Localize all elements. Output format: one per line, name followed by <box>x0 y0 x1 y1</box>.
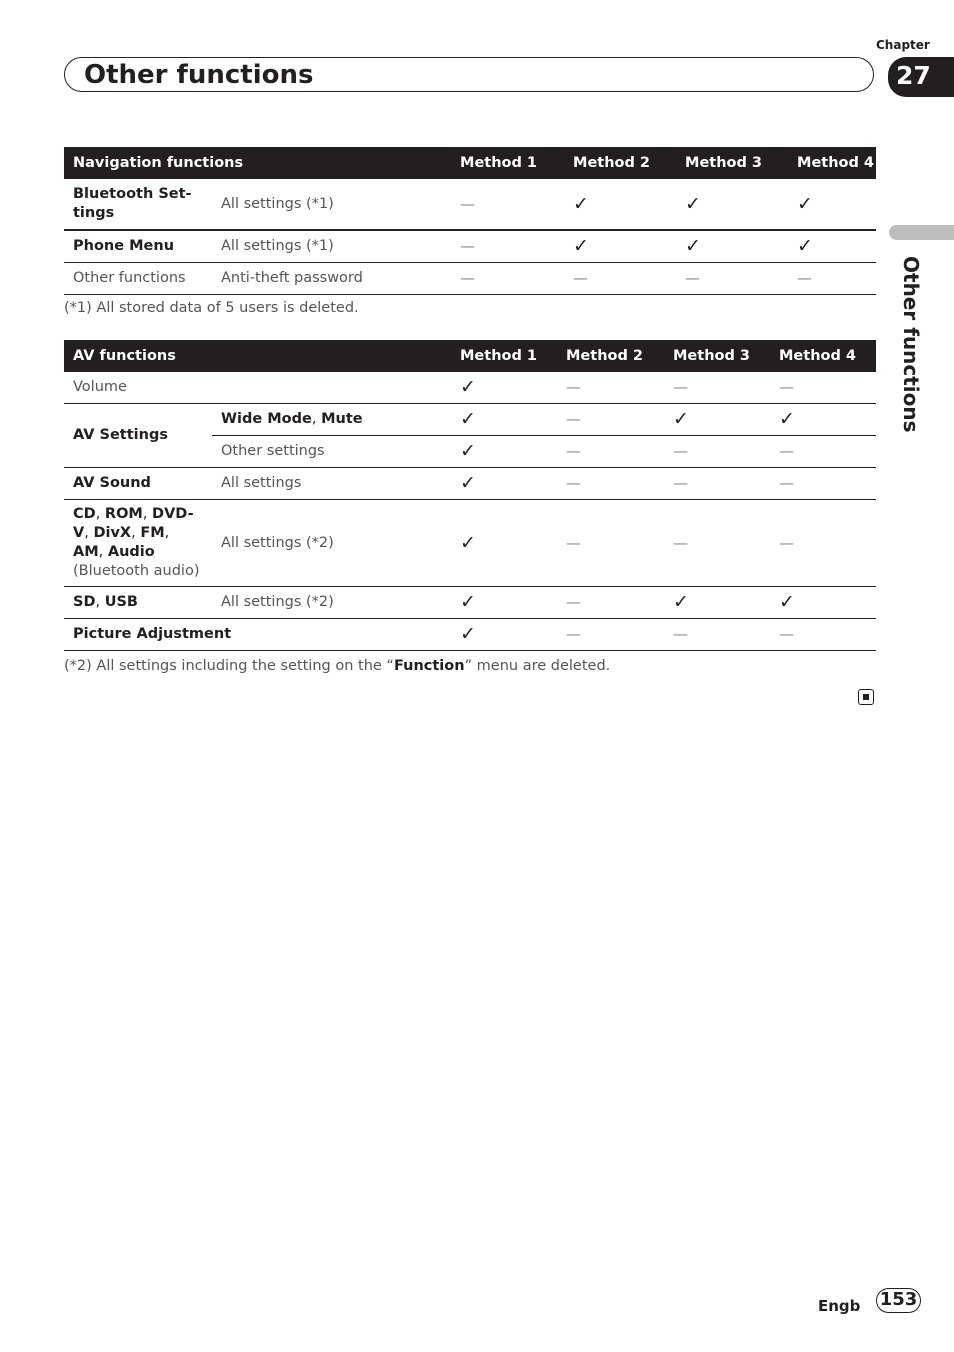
source-am: AM <box>73 544 99 560</box>
table-row <box>64 619 876 651</box>
separator: , <box>142 506 153 522</box>
separator: , <box>95 506 105 522</box>
source-fm: FM <box>140 525 165 541</box>
method-cell: ✓ <box>797 192 813 215</box>
column-header: Method 2 <box>557 340 664 372</box>
table-header-row <box>64 147 876 179</box>
method-cell: ✓ <box>770 404 876 436</box>
method-cell: ✓ <box>664 404 770 436</box>
column-header: AV functions <box>64 340 451 372</box>
method-cell: — <box>664 436 770 468</box>
mute-label: Mute <box>321 411 363 427</box>
method-cell: — <box>564 263 676 295</box>
function-name: AV Settings <box>64 404 212 468</box>
method-cell: — <box>451 230 564 263</box>
method-cell: — <box>557 404 664 436</box>
method-cell: — <box>557 500 664 587</box>
method-cell: — <box>770 500 876 587</box>
method-cell: — <box>770 619 876 651</box>
function-name: Bluetooth Set-tings <box>73 186 192 221</box>
method-cell: ✓ <box>451 436 557 468</box>
method-cell: — <box>676 263 788 295</box>
section-end-icon <box>858 689 874 705</box>
separator: , <box>98 544 108 560</box>
setting-name: All settings (*2) <box>212 587 451 619</box>
table-header-row <box>64 340 876 372</box>
page-title: Other functions <box>84 60 314 90</box>
method-cell: — <box>673 378 688 396</box>
setting-name <box>212 404 451 436</box>
setting-name: Other settings <box>212 436 451 468</box>
table-row <box>64 179 876 230</box>
setting-name: All settings <box>212 468 451 500</box>
function-name: Volume <box>73 379 127 395</box>
method-cell: — <box>451 263 564 295</box>
source-cd: CD <box>73 506 96 522</box>
table-row <box>64 468 876 500</box>
function-name: Phone Menu <box>64 230 212 263</box>
method-cell: — <box>664 619 770 651</box>
source-dvd-v: DVD-V <box>73 506 194 541</box>
column-header: Method 3 <box>664 340 770 372</box>
method-cell: ✓ <box>451 619 557 651</box>
method-cell: ✓ <box>564 230 676 263</box>
method-cell: ✓ <box>573 192 589 215</box>
method-cell: — <box>557 468 664 500</box>
method-cell: ✓ <box>451 404 557 436</box>
method-cell: — <box>557 619 664 651</box>
method-cell: ✓ <box>788 230 876 263</box>
table-row <box>64 587 876 619</box>
separator: , <box>311 411 322 427</box>
column-header: Method 4 <box>770 340 876 372</box>
separator: , <box>131 525 141 541</box>
side-section-label: Other functions <box>899 256 923 433</box>
method-cell: ✓ <box>664 587 770 619</box>
column-header: Method 2 <box>564 147 676 179</box>
method-cell: — <box>460 194 476 213</box>
source-audio: Audio <box>107 544 155 560</box>
column-header: Method 4 <box>788 147 876 179</box>
separator: , <box>84 525 94 541</box>
method-cell: — <box>788 263 876 295</box>
setting-name: All settings (*1) <box>212 230 451 263</box>
footnote-2-text: (*2) All settings including the setting on the “ <box>64 658 394 674</box>
method-cell: ✓ <box>770 587 876 619</box>
method-cell: — <box>664 500 770 587</box>
setting-name: Anti-theft password <box>212 263 451 295</box>
footnote-2 <box>64 658 610 674</box>
column-header: Navigation functions <box>64 147 451 179</box>
function-name: Picture Adjustment <box>64 619 451 651</box>
method-cell: — <box>557 587 664 619</box>
av-functions-table <box>64 340 876 651</box>
separator: , <box>164 525 170 541</box>
chapter-label: Chapter <box>876 38 930 52</box>
separator: , <box>95 594 105 610</box>
function-name: AV Sound <box>64 468 212 500</box>
table-row <box>64 500 876 587</box>
method-cell: ✓ <box>676 230 788 263</box>
method-cell: — <box>770 436 876 468</box>
language-code: Engb <box>818 1297 861 1315</box>
method-cell: — <box>664 468 770 500</box>
method-cell: ✓ <box>451 468 557 500</box>
column-header: Method 1 <box>451 147 564 179</box>
navigation-functions-table <box>64 147 876 295</box>
table-row <box>64 372 876 404</box>
table-row <box>64 263 876 295</box>
footnote-1: (*1) All stored data of 5 users is deleted. <box>64 300 359 316</box>
method-cell: — <box>779 378 794 396</box>
bluetooth-audio-note: (Bluetooth audio) <box>73 563 200 579</box>
method-cell: ✓ <box>460 376 476 398</box>
source-sd: SD <box>73 594 96 610</box>
method-cell: ✓ <box>685 192 701 215</box>
table-row <box>64 230 876 263</box>
function-name: Other functions <box>64 263 212 295</box>
source-usb: USB <box>104 594 138 610</box>
source-rom: ROM <box>104 506 143 522</box>
side-tab-marker <box>889 225 954 240</box>
wide-mode-label: Wide Mode <box>221 411 312 427</box>
setting-name: All settings (*2) <box>212 500 451 587</box>
source-divx: DivX <box>93 525 132 541</box>
method-cell: ✓ <box>451 587 557 619</box>
method-cell: — <box>770 468 876 500</box>
method-cell: ✓ <box>451 500 557 587</box>
function-menu-name: Function <box>393 658 465 674</box>
method-cell: — <box>557 436 664 468</box>
table-row <box>64 404 876 436</box>
column-header: Method 3 <box>676 147 788 179</box>
setting-name: All settings (*1) <box>221 195 334 212</box>
page-number: 153 <box>876 1288 921 1313</box>
footnote-2-text-end: ” menu are deleted. <box>464 658 611 674</box>
method-cell: — <box>566 378 581 396</box>
chapter-number: 27 <box>896 61 931 90</box>
function-name <box>64 500 212 587</box>
column-header: Method 1 <box>451 340 557 372</box>
function-name <box>64 587 212 619</box>
